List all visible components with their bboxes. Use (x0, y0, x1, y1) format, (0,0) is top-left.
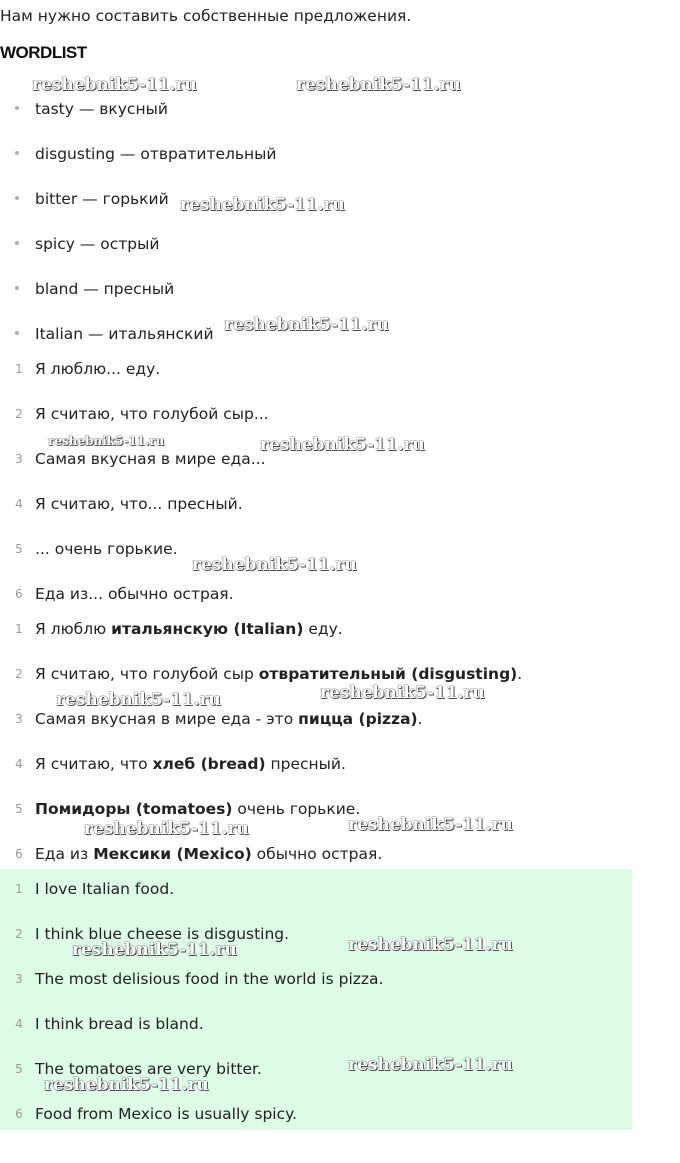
item-number: 3 (15, 712, 23, 726)
wordlist-item-text: bitter — горький (35, 190, 169, 208)
english-answer-text: I think blue cheese is disgusting. (35, 925, 290, 943)
bullet-icon (15, 106, 19, 110)
wordlist-item-text: Italian — итальянский (35, 325, 214, 343)
watermark: reshebnik5-11.ru (48, 434, 165, 448)
prompt-text: ... очень горькие. (35, 540, 178, 558)
wordlist-item-text: bland — пресный (35, 280, 175, 298)
russian-answer-text: Самая вкусная в мире еда - это пицца (pizza). (35, 710, 423, 728)
item-number: 5 (15, 802, 23, 816)
watermark: reshebnik5-11.ru (296, 75, 461, 95)
item-number: 2 (15, 927, 23, 941)
watermark: reshebnik5-11.ru (84, 819, 249, 839)
russian-answer-text: Я считаю, что хлеб (bread) пресный. (35, 755, 346, 773)
answer-keyword: хлеб (bread) (152, 755, 266, 773)
item-number: 6 (15, 587, 23, 601)
item-number: 3 (15, 972, 23, 986)
item-number: 1 (15, 622, 23, 636)
item-number: 6 (15, 1107, 23, 1121)
bullet-icon (15, 241, 19, 245)
english-answer-text: The tomatoes are very bitter. (35, 1060, 262, 1078)
prompt-text: Еда из... обычно острая. (35, 585, 234, 603)
wordlist-item-text: disgusting — отвратительный (35, 145, 277, 163)
watermark: reshebnik5-11.ru (44, 1075, 209, 1095)
wordlist-item-text: tasty — вкусный (35, 100, 168, 118)
watermark: reshebnik5-11.ru (260, 435, 425, 455)
answer-keyword: отвратительный (disgusting) (258, 665, 518, 683)
wordlist-item-text: spicy — острый (35, 235, 160, 253)
russian-answer-text: Помидоры (tomatoes) очень горькие. (35, 800, 361, 818)
watermark: reshebnik5-11.ru (56, 690, 221, 710)
prompt-text: Я считаю, что голубой сыр... (35, 405, 269, 423)
bullet-icon (15, 151, 19, 155)
english-answer-text: I think bread is bland. (35, 1015, 204, 1033)
bullet-icon (15, 331, 19, 335)
watermark: reshebnik5-11.ru (320, 683, 485, 703)
prompt-text: Самая вкусная в мире еда... (35, 450, 266, 468)
answer-keyword: пицца (pizza) (298, 710, 418, 728)
prompt-text: Я люблю... еду. (35, 360, 161, 378)
watermark: reshebnik5-11.ru (348, 935, 513, 955)
item-number: 2 (15, 667, 23, 681)
prompt-text: Я считаю, что... пресный. (35, 495, 243, 513)
item-number: 1 (15, 882, 23, 896)
watermark: reshebnik5-11.ru (32, 75, 197, 95)
wordlist-heading: WORDLIST (0, 43, 87, 62)
english-answers-panel (0, 869, 632, 1130)
answer-keyword: Мексики (Mexico) (93, 845, 252, 863)
watermark: reshebnik5-11.ru (348, 1055, 513, 1075)
russian-answer-text: Я люблю итальянскую (Italian) еду. (35, 620, 343, 638)
watermark: reshebnik5-11.ru (348, 815, 513, 835)
bullet-icon (15, 196, 19, 200)
intro-text: Нам нужно составить собственные предложения. (0, 7, 412, 25)
item-number: 6 (15, 847, 23, 861)
answer-keyword: Помидоры (tomatoes) (35, 800, 233, 818)
english-answer-text: The most delisious food in the world is pizza. (35, 970, 384, 988)
item-number: 4 (15, 757, 23, 771)
russian-answer-text: Я считаю, что голубой сыр отвратительный (disgusting). (35, 665, 523, 683)
answer-keyword: итальянскую (Italian) (111, 620, 304, 638)
russian-answer-text: Еда из Мексики (Mexico) обычно острая. (35, 845, 383, 863)
item-number: 1 (15, 362, 23, 376)
item-number: 5 (15, 542, 23, 556)
item-number: 2 (15, 407, 23, 421)
item-number: 5 (15, 1062, 23, 1076)
item-number: 3 (15, 452, 23, 466)
english-answer-text: Food from Mexico is usually spicy. (35, 1105, 298, 1123)
watermark: reshebnik5-11.ru (72, 940, 237, 960)
item-number: 4 (15, 497, 23, 511)
item-number: 4 (15, 1017, 23, 1031)
watermark: reshebnik5-11.ru (224, 315, 389, 335)
english-answer-text: I love Italian food. (35, 880, 175, 898)
bullet-icon (15, 286, 19, 290)
watermark: reshebnik5-11.ru (180, 195, 345, 215)
watermark: reshebnik5-11.ru (192, 555, 357, 575)
